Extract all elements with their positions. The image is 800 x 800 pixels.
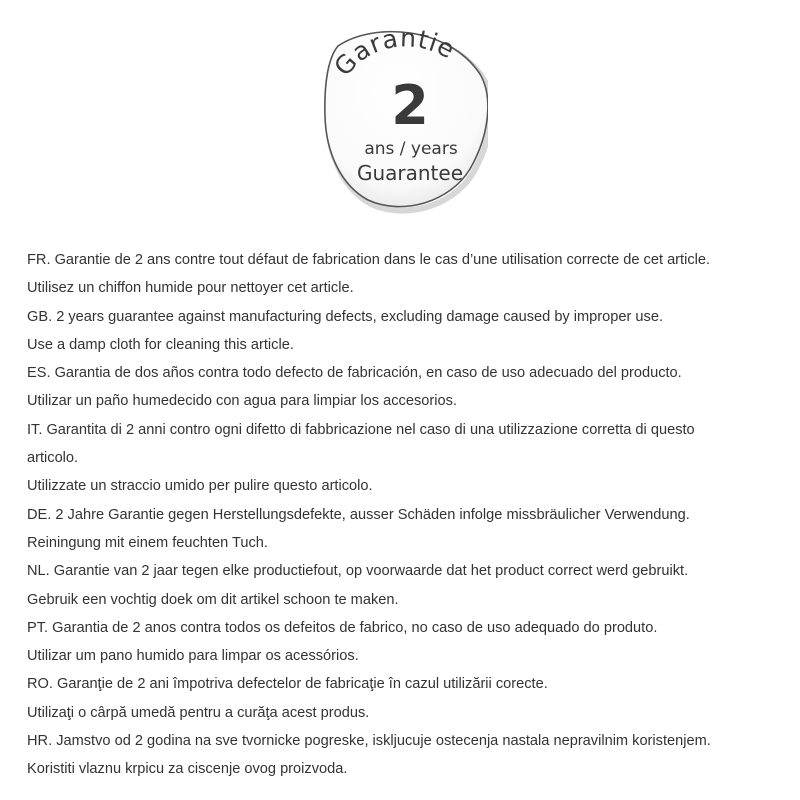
text-line-nl-1: NL. Garantie van 2 jaar tegen elke productiefout, op voorwaarde dat het product correct werd gebruikt. <box>27 563 689 580</box>
text-line-de-2: Reiningung mit einem feuchten Tuch. <box>27 534 268 551</box>
text-line-gb-1: GB. 2 years guarantee against manufacturing defects, excluding damage caused by improper use. <box>27 308 664 325</box>
guarantee-badge-graphic <box>318 24 488 214</box>
text-line-nl-2: Gebruik een vochtig doek om dit artikel schoon te maken. <box>27 591 399 608</box>
text-line-ro-1: RO. Garanţie de 2 ani împotriva defectelor de fabricaţie în cazul utilizării corecte. <box>27 676 548 693</box>
text-line-fr-2: Utilisez un chiffon humide pour nettoyer cet article. <box>27 280 354 297</box>
badge-top-word: Garantie <box>328 24 461 82</box>
text-line-gb-2: Use a damp cloth for cleaning this article. <box>27 336 294 353</box>
badge-number: 2 <box>391 74 429 137</box>
text-line-hr-1: HR. Jamstvo od 2 godina na sve tvornicke pogreske, iskljucuje ostecenja nastala nepravilnim koristenjem. <box>27 733 711 750</box>
text-line-it-2: articolo. <box>27 450 79 467</box>
text-line-fr-1: FR. Garantie de 2 ans contre tout défaut de fabrication dans le cas d’une utilisation correcte de cet article. <box>27 252 711 268</box>
text-line-de-1: DE. 2 Jahre Garantie gegen Herstellungsdefekte, ausser Schäden infolge missbräulicher Verwendung. <box>27 506 690 523</box>
text-line-pt-2: Utilizar um pano humido para limpar os acessórios. <box>27 648 359 665</box>
guarantee-badge <box>318 24 488 214</box>
text-line-it-1: IT. Garantita di 2 anni contro ogni difetto di fabbricazione nel caso di una utilizzazione corretta di questo <box>27 421 695 438</box>
badge-guarantee-label: Guarantee <box>356 161 464 185</box>
badge-years-label: ans / years <box>364 139 458 159</box>
text-line-it-3: Utilizzate un straccio umido per pulire questo articolo. <box>27 478 373 495</box>
text-line-hr-2: Koristiti vlaznu krpicu za ciscenje ovog proizvoda. <box>27 761 348 778</box>
guarantee-text-block <box>27 246 787 784</box>
text-line-pt-1: PT. Garantia de 2 anos contra todos os defeitos de fabrico, no caso de uso adequado do produto. <box>27 619 658 636</box>
text-line-es-2: Utilizar un paño humedecido con agua para limpiar los accesorios. <box>27 393 457 410</box>
text-line-es-1: ES. Garantia de dos años contra todo defecto de fabricación, en caso de uso adecuado del producto. <box>27 365 682 382</box>
text-line-ro-2: Utilizaţi o cârpă umedă pentru a curăţa acest produs. <box>27 704 370 721</box>
